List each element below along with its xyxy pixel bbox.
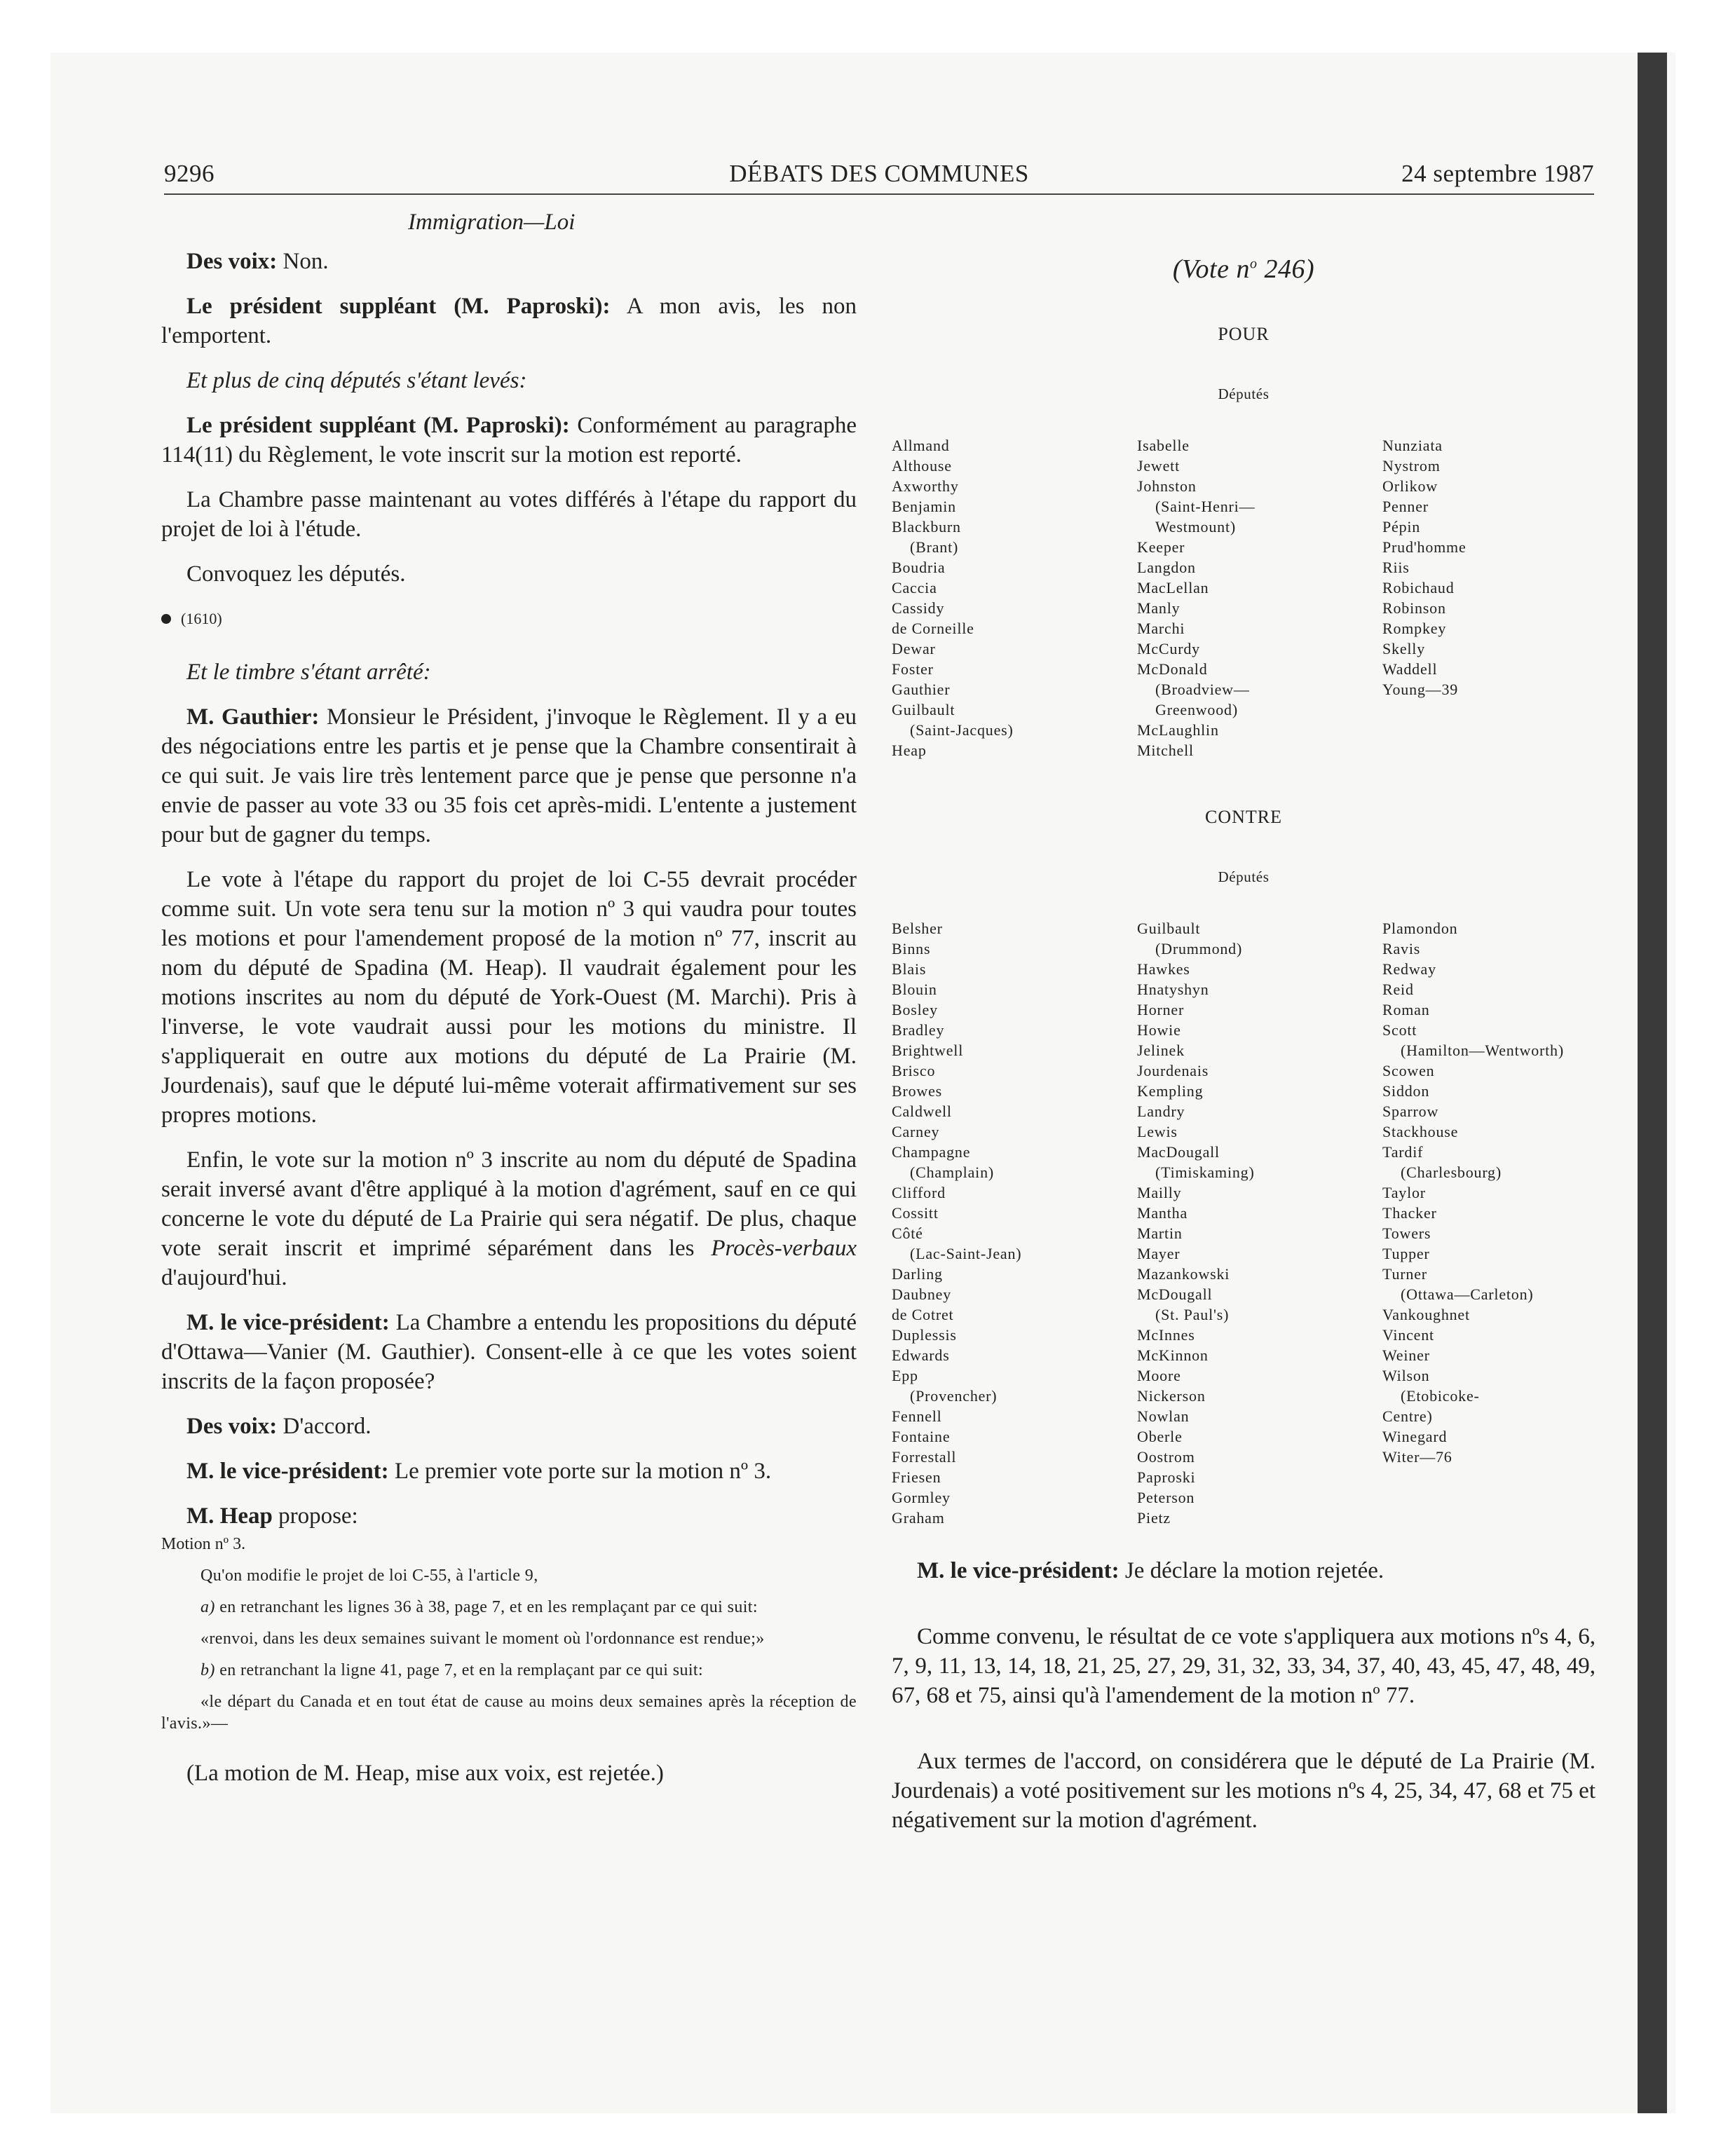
member-name: Mantha	[1137, 1204, 1188, 1222]
stage-direction: Et le timbre s'étant arrêté:	[186, 660, 431, 685]
member-name: Turner	[1382, 1265, 1427, 1283]
member-name: Ravis	[1382, 940, 1421, 957]
member-name: Blackburn	[892, 518, 961, 535]
member-name: (Timiskaming)	[1155, 1164, 1255, 1181]
publication-title: DÉBATS DES COMMUNES	[729, 160, 1029, 187]
member-name: Nunziata	[1382, 437, 1443, 454]
member-name: Cossitt	[892, 1204, 939, 1222]
member-name: Blouin	[892, 981, 937, 998]
member-name: Kempling	[1137, 1082, 1204, 1100]
paragraph: Des voix: D'accord.	[186, 1414, 372, 1439]
member-name: Côté	[892, 1224, 923, 1242]
paragraph: Le président suppléant (M. Paproski): A mon avis, les non l'emportent.	[161, 294, 857, 348]
member-name: Witer—76	[1382, 1448, 1452, 1466]
member-name: Howie	[1137, 1021, 1181, 1039]
member-name: (St. Paul's)	[1155, 1306, 1230, 1323]
member-name: Waddell	[1382, 660, 1438, 678]
member-name: Forrestall	[892, 1448, 957, 1466]
member-name: (Etobicoke-	[1401, 1387, 1480, 1405]
member-name: Redway	[1382, 960, 1436, 978]
member-name: (Broadview—	[1155, 681, 1250, 698]
member-name: (Brant)	[910, 538, 959, 556]
paragraph: M. le vice-président: La Chambre a entendu les propositions du député d'Ottawa—Vanier (M. Gauthier). Consent-elle à ce que les votes soient inscrits de la façon proposée?	[161, 1310, 857, 1394]
member-name: Foster	[892, 660, 934, 678]
member-name: McLaughlin	[1137, 721, 1219, 739]
member-name: Lewis	[1137, 1123, 1178, 1140]
member-name: Mayer	[1137, 1245, 1181, 1262]
member-name: Skelly	[1382, 640, 1426, 657]
member-name: Vankoughnet	[1382, 1306, 1470, 1323]
member-name: McCurdy	[1137, 640, 1200, 657]
member-name: Clifford	[892, 1184, 946, 1201]
member-name: Boudria	[892, 559, 946, 576]
member-name: Marchi	[1137, 620, 1185, 637]
member-name: Scowen	[1382, 1062, 1435, 1079]
member-name: Tupper	[1382, 1245, 1430, 1262]
member-name: Moore	[1137, 1367, 1181, 1384]
member-name: MacDougall	[1137, 1143, 1220, 1161]
member-name: Edwards	[892, 1346, 950, 1364]
member-name: Heap	[892, 742, 927, 759]
member-name: Pietz	[1137, 1509, 1171, 1527]
motion-label: Motion nº 3.	[161, 1535, 246, 1553]
contre-list	[892, 918, 1595, 1528]
paragraph: Le président suppléant (M. Paproski): Conformément au paragraphe 114(11) du Règlement, le vote inscrit sur la motion est reporté.	[161, 413, 857, 468]
pour-list	[892, 435, 1595, 760]
publication-date: 24 septembre 1987	[1401, 160, 1594, 187]
contre-subheading: Députés	[1218, 868, 1270, 885]
name-column	[1137, 918, 1382, 1528]
bullet-icon	[161, 614, 171, 624]
member-name: Gormley	[892, 1489, 951, 1506]
member-name: Mazankowski	[1137, 1265, 1230, 1283]
member-name: Mailly	[1137, 1184, 1182, 1201]
member-name: Gauthier	[892, 681, 951, 698]
member-name: Martin	[1137, 1224, 1183, 1242]
motion-text: b) en retranchant la ligne 41, page 7, et en la remplaçant par ce qui suit:	[200, 1661, 704, 1679]
member-name: Epp	[892, 1367, 918, 1384]
member-name: Oberle	[1137, 1428, 1183, 1445]
member-name: Wilson	[1382, 1367, 1430, 1384]
member-name: Prud'homme	[1382, 538, 1467, 556]
member-name: Greenwood)	[1155, 701, 1238, 718]
member-name: (Drummond)	[1155, 940, 1243, 957]
member-name: Taylor	[1382, 1184, 1426, 1201]
member-name: Sparrow	[1382, 1103, 1439, 1120]
motion-text: a) en retranchant les lignes 36 à 38, page 7, et en les remplaçant par ce qui suit:	[200, 1598, 758, 1616]
name-column	[1137, 435, 1382, 760]
member-name: Scott	[1382, 1021, 1417, 1039]
paragraph: Le vote à l'étape du rapport du projet de loi C-55 devrait procéder comme suit. Un vote sera tenu sur la motion nº 3 qui vaudra pour toutes les motions et pour l'amendement proposé de la motion nº 77, inscrit au nom du député de Spadina (M. Heap). Il vaudrait également pour les motions inscrites au nom du député de York-Ouest (M. Marchi). Pris à l'inverse, le vote vaudrait aussi pour les motions du ministre. Il s'appliquerait en outre aux motions du député de La Prairie (M. Jourdenais), sauf que le député lui-même voterait affirmativement sur ses propres motions.	[161, 867, 857, 1128]
paragraph: La Chambre passe maintenant au votes différés à l'étape du rapport du projet de loi à l'étude.	[161, 487, 857, 542]
member-name: Graham	[892, 1509, 945, 1527]
member-name: Vincent	[1382, 1326, 1434, 1344]
member-name: Weiner	[1382, 1346, 1430, 1364]
member-name: Siddon	[1382, 1082, 1430, 1100]
member-name: Manly	[1137, 599, 1181, 617]
member-name: Nowlan	[1137, 1407, 1190, 1425]
member-name: Duplessis	[892, 1326, 957, 1344]
member-name: McKinnon	[1137, 1346, 1209, 1364]
name-column	[1382, 918, 1595, 1528]
member-name: Centre)	[1382, 1407, 1433, 1425]
member-name: Reid	[1382, 981, 1414, 998]
member-name: (Hamilton—Wentworth)	[1401, 1042, 1564, 1059]
member-name: Paproski	[1137, 1468, 1196, 1486]
page-header	[164, 160, 1594, 192]
name-column	[892, 918, 1137, 1528]
member-name: McDonald	[1137, 660, 1208, 678]
member-name: Thacker	[1382, 1204, 1437, 1222]
paragraph: M. le vice-président: Le premier vote porte sur la motion nº 3.	[186, 1459, 772, 1484]
member-name: Rompkey	[1382, 620, 1447, 637]
left-column	[161, 207, 857, 1803]
page-number: 9296	[164, 160, 215, 187]
member-name: Westmount)	[1155, 518, 1236, 535]
member-name: Fontaine	[892, 1428, 951, 1445]
stage-direction: Et plus de cinq députés s'étant levés:	[186, 368, 527, 393]
member-name: Mitchell	[1137, 742, 1194, 759]
speaker: Le président suppléant (M. Paproski):	[186, 294, 611, 319]
pour-subheading: Députés	[1218, 386, 1270, 402]
member-name: McDougall	[1137, 1285, 1213, 1303]
paragraph: M. Heap propose:	[186, 1503, 358, 1529]
member-name: Brightwell	[892, 1042, 964, 1059]
member-name: Nystrom	[1382, 457, 1441, 475]
member-name: Caldwell	[892, 1103, 952, 1120]
member-name: Daubney	[892, 1285, 952, 1303]
member-name: Landry	[1137, 1103, 1185, 1120]
speaker: Des voix:	[186, 249, 278, 274]
scan-edge	[1638, 53, 1667, 2113]
member-name: McInnes	[1137, 1326, 1195, 1344]
member-name: Winegard	[1382, 1428, 1448, 1445]
speaker: M. Heap	[186, 1503, 273, 1529]
member-name: Fennell	[892, 1407, 942, 1425]
member-name: Towers	[1382, 1224, 1431, 1242]
member-name: Hawkes	[1137, 960, 1190, 978]
member-name: Benjamin	[892, 498, 956, 515]
paragraph: Convoquez les députés.	[186, 561, 406, 587]
member-name: Penner	[1382, 498, 1429, 515]
member-name: Friesen	[892, 1468, 941, 1486]
member-name: Johnston	[1137, 477, 1197, 495]
paragraph: Enfin, le vote sur la motion nº 3 inscrite au nom du député de Spadina serait inversé avant d'être appliqué à la motion d'agrément, sauf en ce qui concerne le vote du député de La Prairie qui sera négatif. De plus, chaque vote serait inscrit et imprimé séparément dans les Procès-verbaux d'aujourd'hui.	[161, 1147, 857, 1290]
member-name: Axworthy	[892, 477, 959, 495]
member-name: Browes	[892, 1082, 943, 1100]
paragraph: Comme convenu, le résultat de ce vote s'appliquera aux motions nºs 4, 6, 7, 9, 11, 13, 14, 18, 21, 25, 27, 29, 31, 32, 33, 34, 37, 40, 43, 45, 47, 48, 49, 67, 68 et 75, ainsi qu'à l'amendement de la motion nº 77.	[892, 1624, 1595, 1708]
member-name: de Cotret	[892, 1306, 954, 1323]
member-name: (Ottawa—Carleton)	[1401, 1285, 1534, 1303]
motion-quote: «le départ du Canada et en tout état de cause au moins deux semaines après la réception de l'avis.»—	[161, 1693, 857, 1733]
member-name: Dewar	[892, 640, 936, 657]
member-name: MacLellan	[1137, 579, 1209, 596]
pour-heading: POUR	[1218, 324, 1270, 344]
member-name: Bradley	[892, 1021, 945, 1039]
member-name: (Champlain)	[910, 1164, 994, 1181]
member-name: Oostrom	[1137, 1448, 1195, 1466]
member-name: Binns	[892, 940, 931, 957]
speaker: M. Gauthier:	[186, 704, 320, 730]
member-name: (Saint-Henri—	[1155, 498, 1256, 515]
right-column	[892, 207, 1595, 1835]
member-name: Guilbault	[892, 701, 955, 718]
speaker: M. le vice-président:	[186, 1459, 389, 1484]
member-name: Champagne	[892, 1143, 971, 1161]
member-name: Nickerson	[1137, 1387, 1206, 1405]
member-name: Tardif	[1382, 1143, 1424, 1161]
member-name: (Provencher)	[910, 1387, 998, 1405]
member-name: Keeper	[1137, 538, 1185, 556]
speaker: M. le vice-président:	[186, 1310, 390, 1335]
member-name: Orlikow	[1382, 477, 1438, 495]
member-name: (Saint-Jacques)	[910, 721, 1014, 739]
contre-heading: CONTRE	[1205, 807, 1282, 827]
member-name: Peterson	[1137, 1489, 1195, 1506]
paragraph: M. le vice-président: Je déclare la motion rejetée.	[917, 1558, 1384, 1583]
vote-title: (Vote $n^o$ 246)	[1172, 254, 1315, 284]
member-name: Isabelle	[1137, 437, 1190, 454]
member-name: Young—39	[1382, 681, 1459, 698]
member-name: Hnatyshyn	[1137, 981, 1209, 998]
member-name: de Corneille	[892, 620, 974, 637]
member-name: Cassidy	[892, 599, 945, 617]
member-name: Robichaud	[1382, 579, 1455, 596]
motion-result: (La motion de M. Heap, mise aux voix, est rejetée.)	[186, 1761, 664, 1786]
member-name: Jelinek	[1137, 1042, 1185, 1059]
member-name: Roman	[1382, 1001, 1430, 1018]
member-name: (Charlesbourg)	[1401, 1164, 1502, 1181]
member-name: Althouse	[892, 457, 952, 475]
speaker: Le président suppléant (M. Paproski):	[186, 413, 570, 438]
member-name: Jewett	[1137, 457, 1181, 475]
motion-quote: «renvoi, dans les deux semaines suivant le moment où l'ordonnance est rendue;»	[200, 1630, 765, 1648]
member-name: Darling	[892, 1265, 943, 1283]
member-name: Horner	[1137, 1001, 1185, 1018]
member-name: Brisco	[892, 1062, 936, 1079]
paragraph: Des voix: Non.	[186, 249, 329, 274]
member-name: Caccia	[892, 579, 937, 596]
member-name: Carney	[892, 1123, 940, 1140]
section-title: Immigration—Loi	[408, 210, 576, 235]
member-name: Jourdenais	[1137, 1062, 1209, 1079]
member-name: Pépin	[1382, 518, 1421, 535]
speaker: Des voix:	[186, 1414, 278, 1439]
name-column	[1382, 435, 1595, 760]
paragraph: M. Gauthier: Monsieur le Président, j'invoque le Règlement. Il y a eu des négociations entre les partis et je pense que la Chambre consentirait à ce qui suit. Je vais lire très lentement parce que je pense que personne n'a envie de passer au vote 33 ou 35 fois cet après-midi. L'entente a justement pour but de gagner du temps.	[161, 704, 857, 847]
member-name: Stackhouse	[1382, 1123, 1459, 1140]
member-name: Langdon	[1137, 559, 1196, 576]
member-name: Belsher	[892, 920, 943, 937]
member-name: Allmand	[892, 437, 950, 454]
speaker: M. le vice-président:	[917, 1558, 1120, 1583]
member-name: Riis	[1382, 559, 1410, 576]
member-name: Robinson	[1382, 599, 1446, 617]
paragraph: Aux termes de l'accord, on considérera que le député de La Prairie (M. Jourdenais) a voté positivement sur les motions nºs 4, 25, 34, 47, 68 et 75 et négativement sur la motion d'agrément.	[892, 1749, 1595, 1833]
member-name: Plamondon	[1382, 920, 1458, 937]
member-name: (Lac-Saint-Jean)	[910, 1245, 1022, 1262]
member-name: Guilbault	[1137, 920, 1201, 937]
member-name: Blais	[892, 960, 927, 978]
motion-text: Qu'on modifie le projet de loi C-55, à l'article 9,	[200, 1567, 538, 1585]
name-column	[892, 435, 1137, 760]
member-name: Bosley	[892, 1001, 938, 1018]
time-marker: (1610)	[161, 604, 857, 634]
header-rule	[164, 193, 1594, 195]
